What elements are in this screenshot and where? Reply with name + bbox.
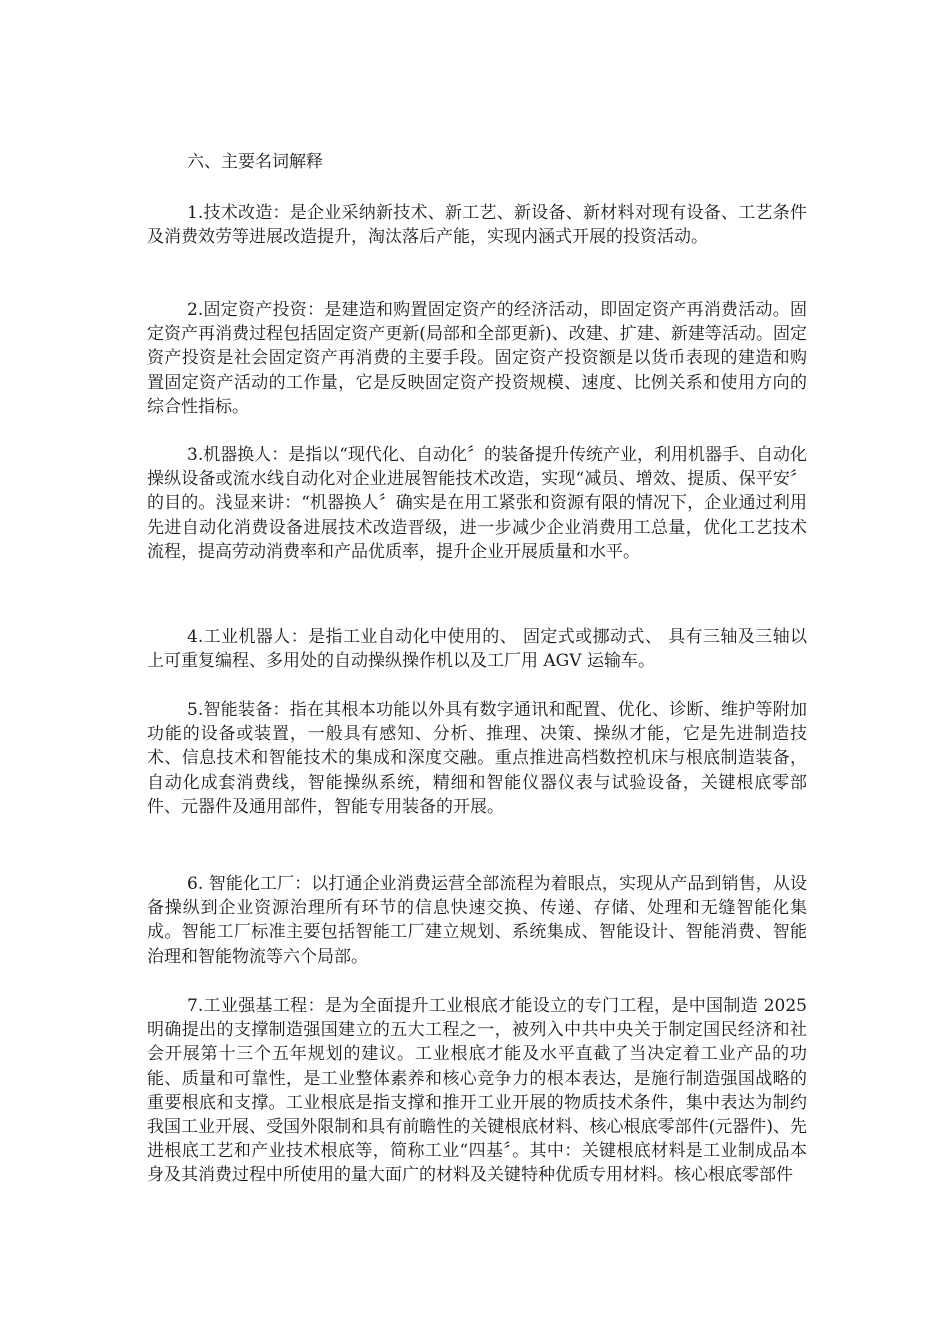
paragraph-technical-transformation: 1.技术改造：是企业采纳新技术、新工艺、新设备、新材料对现有设备、工艺条件及消费效劳等进展改造提升，淘汰落后产能，实现内涵式开展的投资活动。	[147, 203, 807, 248]
document-page	[147, 0, 807, 1344]
paragraph-intelligent-factory: 6. 智能化工厂：以打通企业消费运营全部流程为着眼点，实现从产品到销售，从设备操纵到企业资源治理所有环节的信息快速交换、传递、存储、处理和无缝智能化集成。智能工厂标准主要包括智能工厂建立规划、系统集成、智能设计、智能消费、智能治理和智能物流等六个局部。	[147, 874, 807, 967]
paragraph-intelligent-equipment: 5.智能装备：指在其根本功能以外具有数字通讯和配置、优化、诊断、维护等附加功能的设备或装置，一般具有感知、分析、推理、决策、操纵才能，它是先进制造技术、信息技术和智能技术的集成和深度交融。重点推进高档数控机床与根底制造装备，自动化成套消费线，智能操纵系统，精细和智能仪器仪表与试验设备，关键根底零部件、元器件及通用部件，智能专用装备的开展。	[147, 700, 807, 817]
paragraph-machine-replacing-human: 3.机器换人：是指以“现代化、自动化〞的装备提升传统产业，利用机器手、自动化操纵设备或流水线自动化对企业进展智能技术改造，实现“减员、增效、提质、保平安〞的目的。浅显来讲：“机器换人〞确实是在用工紧张和资源有限的情况下，企业通过利用先进自动化消费设备进展技术改造晋级，进一步减少企业消费用工总量，优化工艺技术流程，提高劳动消费率和产品优质率，提升企业开展质量和水平。	[147, 445, 807, 562]
paragraph-industrial-robot: 4.工业机器人：是指工业自动化中使用的、 固定式或挪动式、 具有三轴及三轴以上可重复编程、多用处的自动操纵操作机以及工厂用 AGV 运输车。	[147, 627, 807, 672]
section-heading: 六、主要名词解释	[187, 152, 323, 172]
paragraph-industrial-foundation-project: 7.工业强基工程：是为全面提升工业根底才能设立的专门工程，是中国制造 2025 明确提出的支撑制造强国建立的五大工程之一，被列入中共中央关于制定国民经济和社会开展第十三个五年规划的建议。工业根底才能及水平直截了当决定着工业产品的功能、质量和可靠性，是工业整体素养和核心竞争力的根本表达，是施行制造强国战略的重要根底和支撑。工业根底是指支撑和推开工业开展的物质技术条件，集中表达为制约我国工业开展、受国外限制和具有前瞻性的关键根底材料、核心根底零部件(元器件)、先进根底工艺和产业技术根底等，简称工业“四基〞。其中：关键根底材料是工业制成品本身及其消费过程中所使用的量大面广的材料及关键特种优质专用材料。核心根底零部件	[147, 996, 807, 1186]
paragraph-fixed-asset-investment: 2.固定资产投资：是建造和购置固定资产的经济活动，即固定资产再消费活动。固定资产再消费过程包括固定资产更新(局部和全部更新)、改建、扩建、新建等活动。固定资产投资是社会固定资产再消费的主要手段。固定资产投资额是以货币表现的建造和购置固定资产活动的工作量，它是反映固定资产投资规模、速度、比例关系和使用方向的综合性指标。	[147, 300, 807, 417]
